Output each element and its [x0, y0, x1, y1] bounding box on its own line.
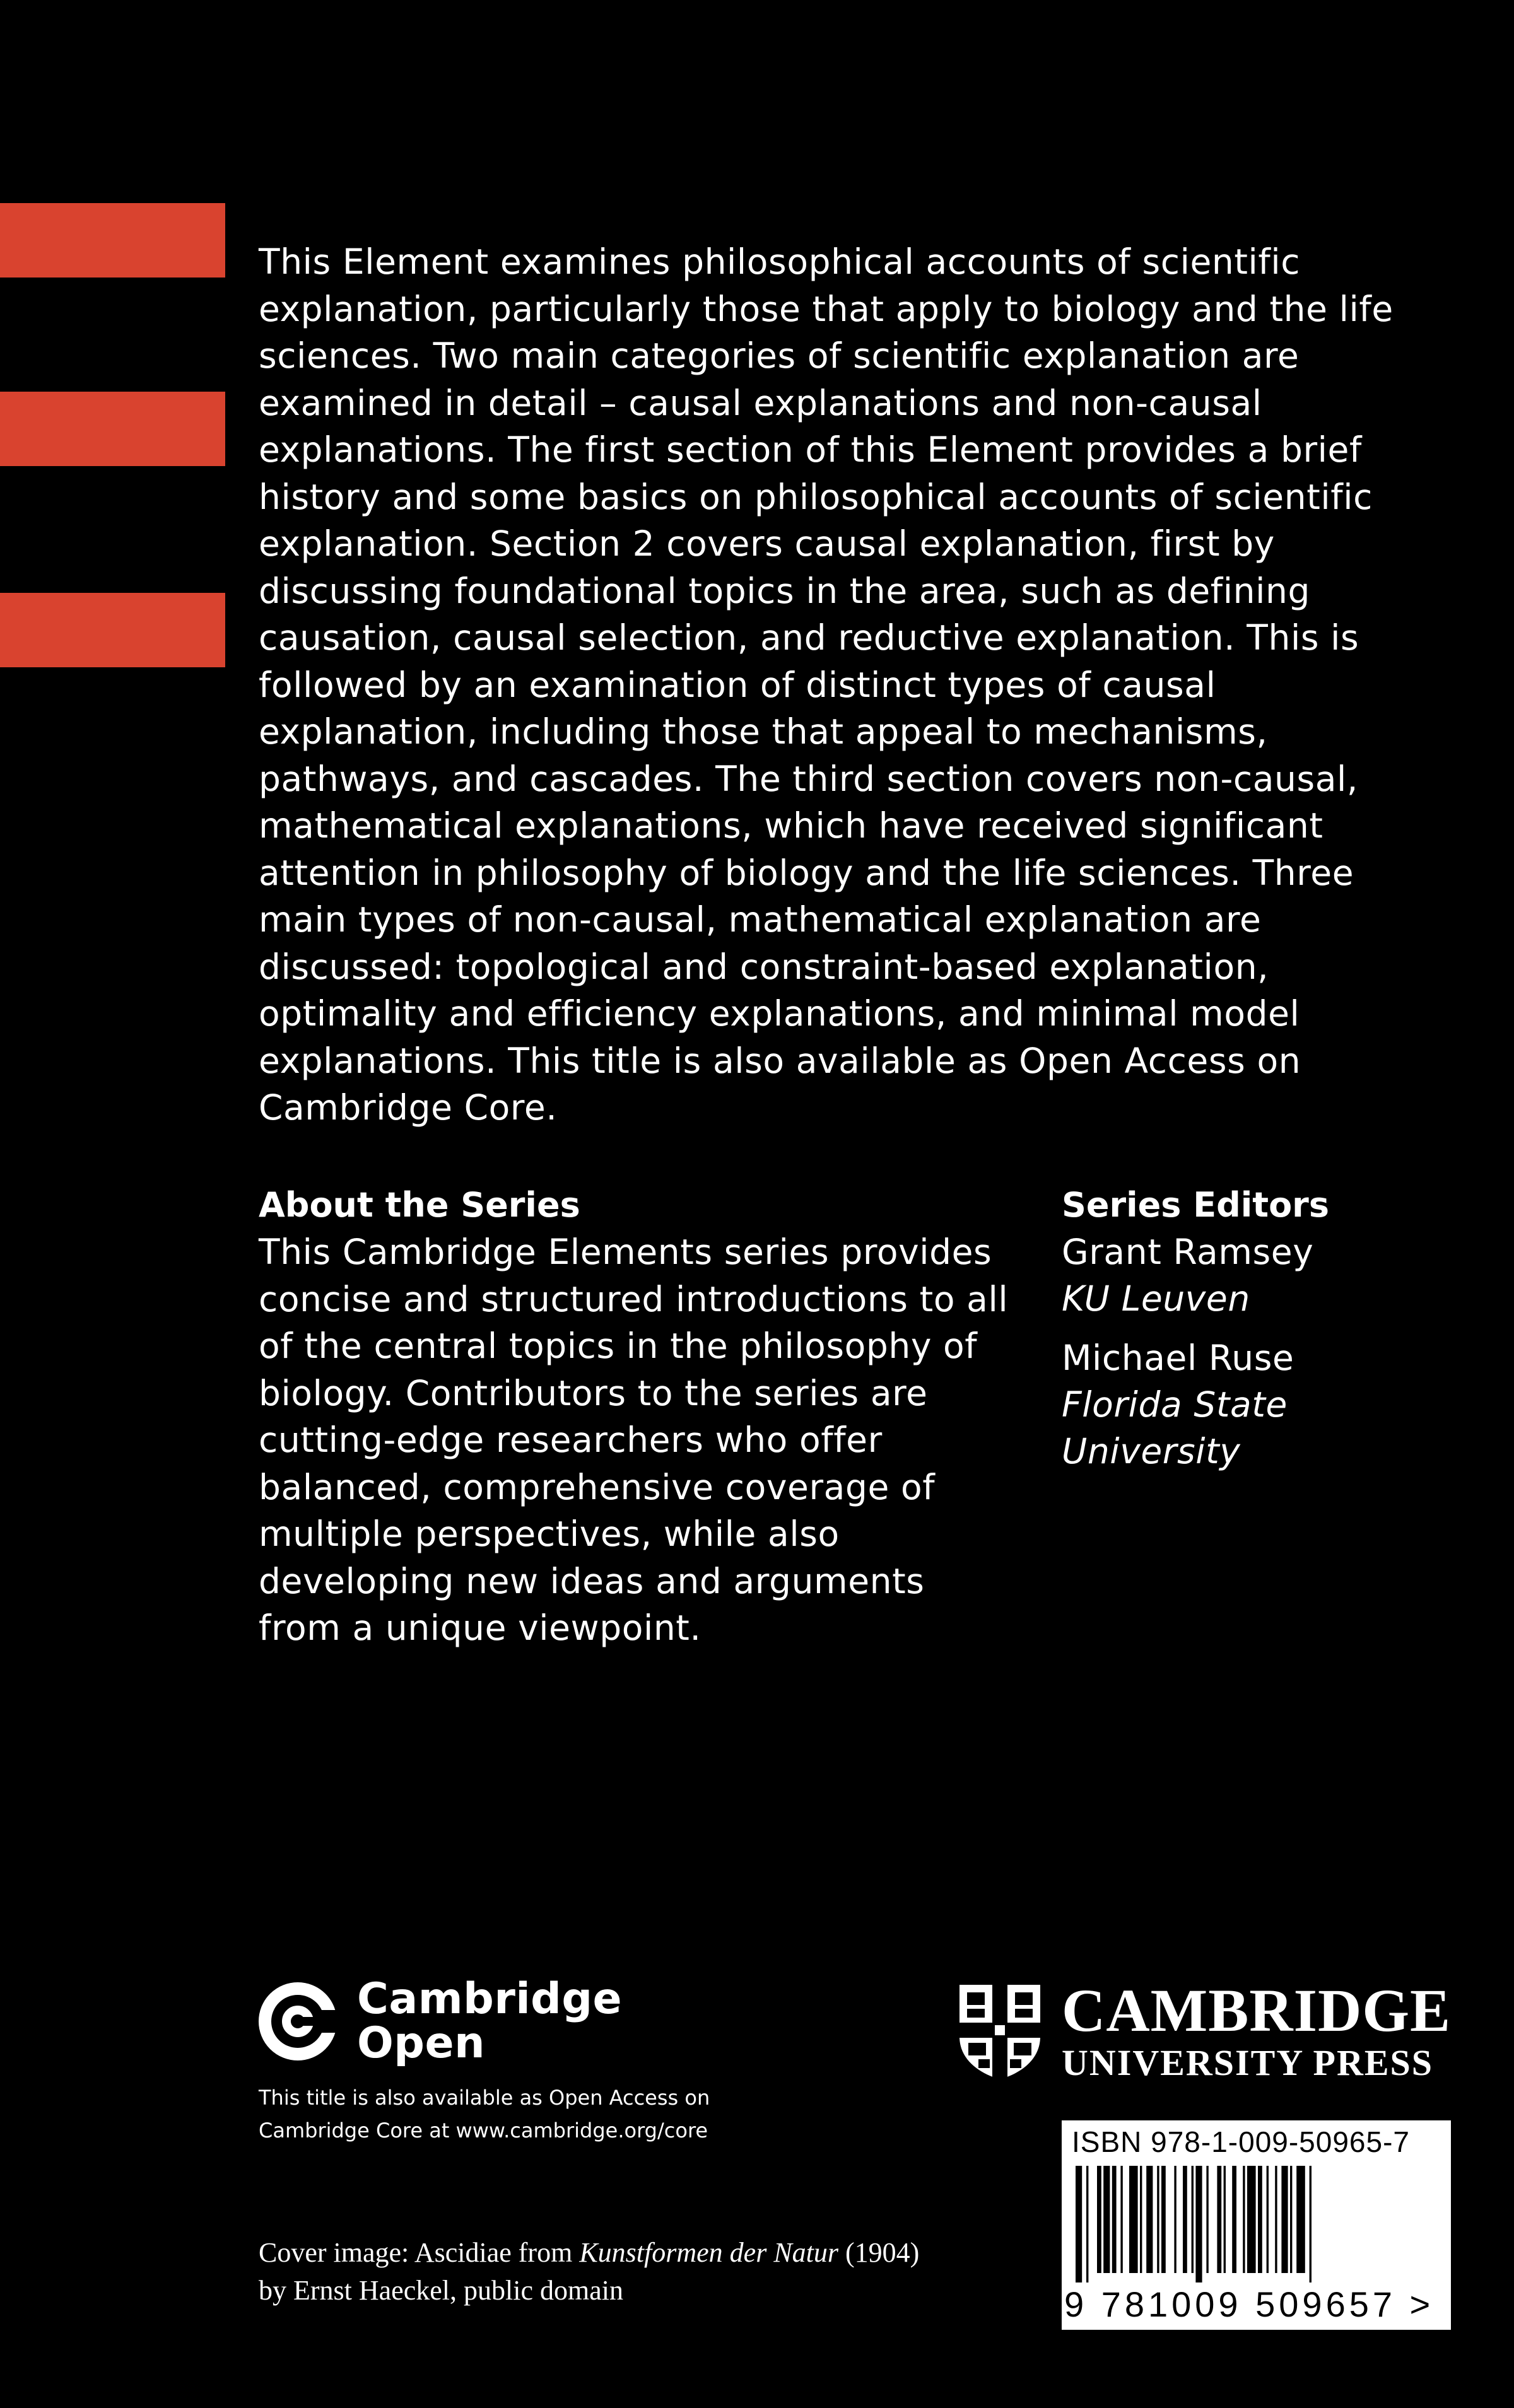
open-access-note — [259, 2081, 826, 2147]
barcode-bar — [1296, 2166, 1305, 2273]
barcode-bar — [1140, 2166, 1142, 2273]
publisher-subname: UNIVERSITY PRESS — [1062, 2042, 1434, 2083]
editor-affiliation: KU Leuven — [1062, 1278, 1250, 1319]
editor-affiliation: Florida State University — [1062, 1384, 1288, 1471]
open-access-note-line1: This title is also available as Open Access on — [259, 2086, 710, 2110]
editor-name: Grant Ramsey — [1062, 1232, 1314, 1272]
cambridge-open-logo-icon — [257, 1981, 338, 2062]
barcode-bar — [1146, 2166, 1153, 2273]
editor-name: Michael Ruse — [1062, 1338, 1294, 1378]
barcode-bar — [1224, 2166, 1226, 2273]
book-abstract: This Element examines philosophical accounts of scientific explanation, particularly those that apply to biology and the life sciences. Two main categories of scientific explanation are examined in detail – causal explanations and non-causal explanations. The first section of this Element provides a brief history and some basics on philosophical accounts of scientific explanation. Section 2 covers causal explanation, first by discussing foundational topics in the area, such as defining causation, causal selection, and reductive explanation. This is followed by an examination of distinct types of causal explanation, including those that appeal to mechanisms, pathways, and cascades. The third section covers non-causal, mathematical explanations, which have received significant attention in philosophy of biology and the life sciences. Three main types of non-causal, mathematical explanation are discussed: topological and constraint-based explanation, optimality and efficiency explanations, and minimal model explanations. This title is also available as Open Access on Cambridge Core. — [259, 242, 1394, 1128]
cambridge-open-line2: Open — [357, 2018, 486, 2068]
cambridge-open-line1: Cambridge — [357, 1974, 623, 2024]
editor-entry — [1062, 1335, 1472, 1475]
barcode-bar — [1161, 2166, 1166, 2273]
barcode-bar — [1310, 2166, 1312, 2282]
series-editors-section — [1062, 1182, 1472, 1475]
barcode-bar — [1232, 2166, 1236, 2273]
decorative-red-bar-middle — [0, 392, 225, 466]
barcode-bar — [1183, 2166, 1187, 2273]
cover-credit-line2: by Ernst Haeckel, public domain — [259, 2275, 623, 2306]
cambridge-open-logo — [257, 1974, 623, 2068]
barcode-bar — [1217, 2166, 1221, 2273]
barcode-bar — [1174, 2166, 1176, 2273]
open-access-note-line2: Cambridge Core at www.cambridge.org/core — [259, 2119, 708, 2142]
barcode-bar — [1086, 2166, 1088, 2282]
barcode-bar — [1103, 2166, 1110, 2273]
cover-image-credit — [259, 2234, 1016, 2310]
about-series-text: This Cambridge Elements series provides concise and structured introductions to all of the central topics in the philosophy of biology. Contributors to the series are cutting-edge researchers who offer balanced, comprehensive coverage of multiple perspectives, while also developing new ideas and arguments from a unique viewpoint. — [259, 1232, 1009, 1648]
cambridge-shield-icon — [956, 1981, 1044, 2082]
cambridge-open-wordmark — [357, 1974, 623, 2068]
barcode-digits: 9 781009 509657 > — [1064, 2284, 1435, 2324]
cover-credit-work: Kunstformen der Natur — [579, 2237, 839, 2268]
cover-credit-prefix: Cover image: Ascidiae from — [259, 2237, 580, 2268]
decorative-red-bar-top — [0, 203, 225, 278]
series-editors-heading: Series Editors — [1062, 1185, 1329, 1225]
barcode-bar — [1290, 2166, 1292, 2273]
barcode-bar — [1129, 2166, 1138, 2273]
barcode-bar — [1281, 2166, 1288, 2273]
barcode-bar — [1275, 2166, 1277, 2273]
barcode-bar — [1157, 2166, 1159, 2273]
barcode-bars — [1069, 2166, 1441, 2282]
barcode-bar — [1112, 2166, 1117, 2273]
editor-entry — [1062, 1229, 1472, 1322]
barcode-bar — [1120, 2166, 1122, 2273]
barcode-bar — [1192, 2166, 1194, 2273]
publisher-name: CAMBRIDGE — [1062, 1977, 1452, 2044]
barcode-bar — [1076, 2166, 1082, 2282]
about-series-section — [259, 1182, 1016, 1652]
barcode-bar — [1247, 2166, 1256, 2273]
isbn-barcode — [1062, 2120, 1451, 2330]
barcode-bar — [1097, 2166, 1101, 2273]
barcode-bar — [1195, 2166, 1202, 2282]
cambridge-university-press-logo — [956, 1977, 1452, 2083]
decorative-red-bar-bottom — [0, 593, 225, 667]
barcode-bar — [1243, 2166, 1245, 2273]
about-series-heading: About the Series — [259, 1185, 580, 1225]
cambridge-university-press-wordmark — [1062, 1977, 1452, 2083]
barcode-bar — [1267, 2166, 1269, 2273]
cover-credit-year: (1904) — [838, 2237, 920, 2268]
isbn-label: ISBN 978-1-009-50965-7 — [1072, 2125, 1410, 2158]
barcode-bar — [1206, 2166, 1208, 2273]
barcode-bar — [1258, 2166, 1262, 2273]
